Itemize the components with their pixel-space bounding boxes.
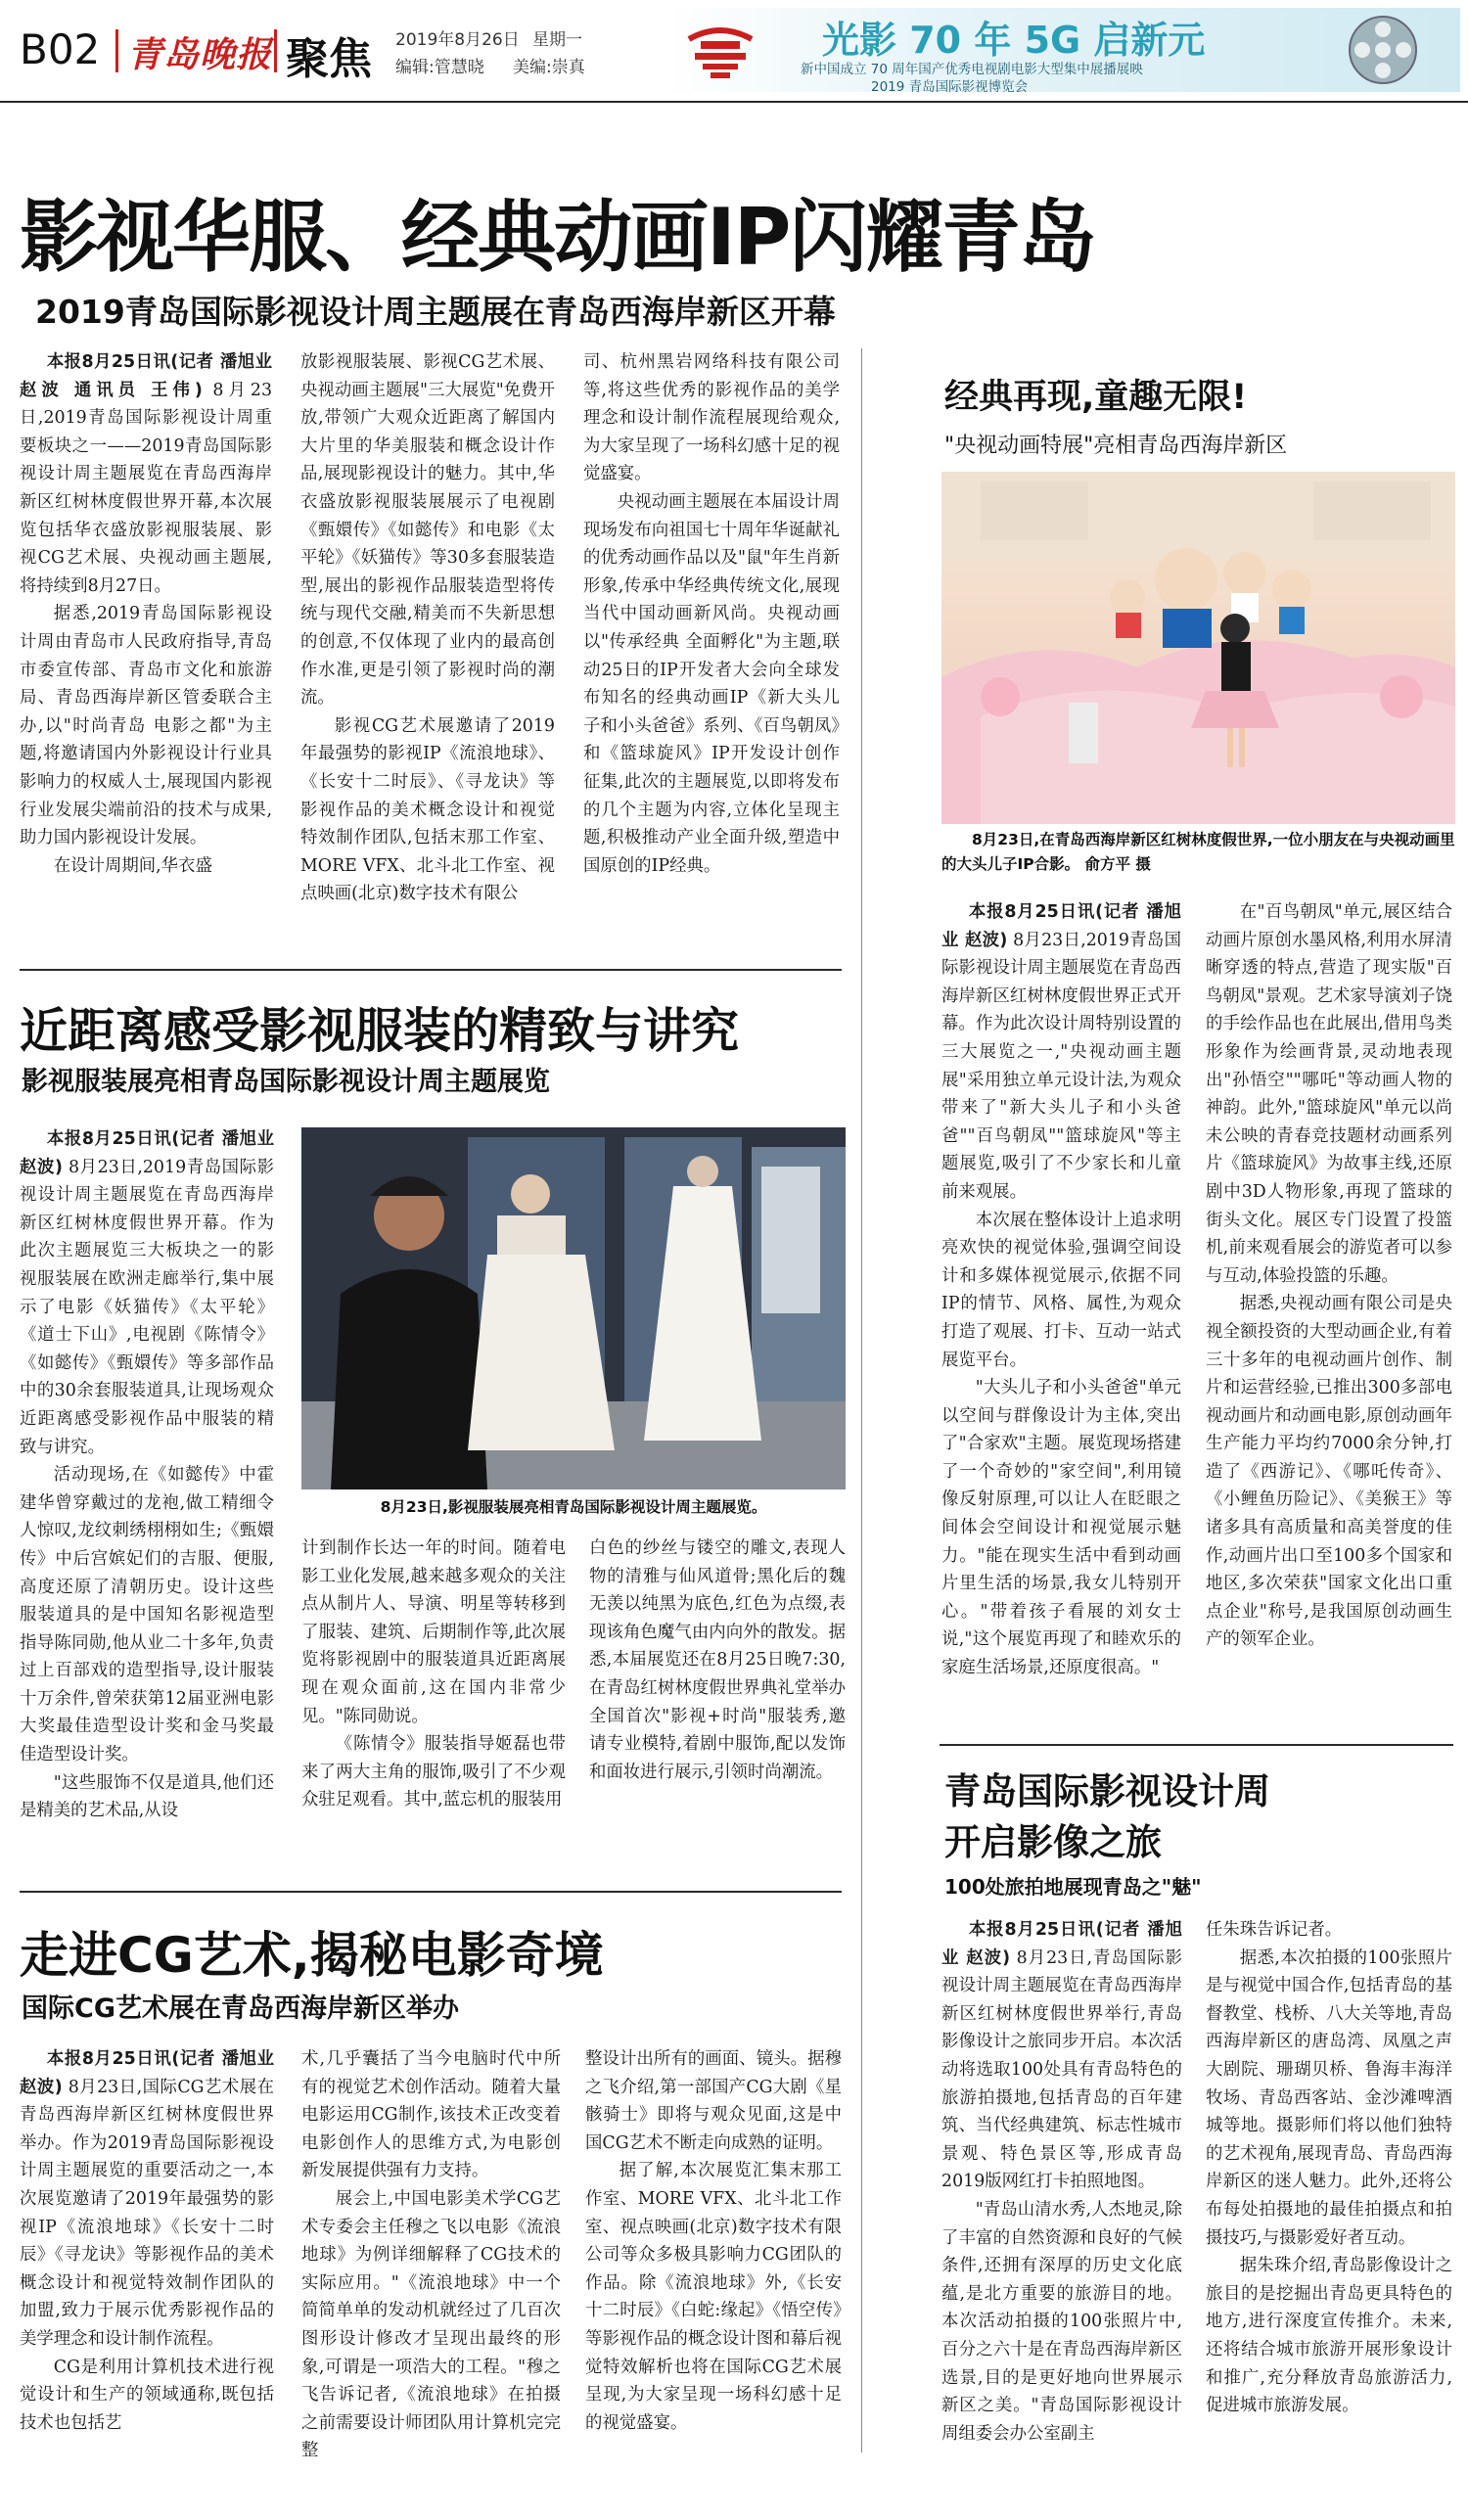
lead-paragraph: 本报8月25日讯(记者 潘旭业 赵波) 8月23日,2019青岛国际影视设计周主题展览在青岛西海岸新区红树林度假世界开幕。作为此次主题展览三大板块之一的影视服装展在欧洲走廊举行,集中展示了电影《妖猫传》《太平轮》《道士下山》,电视剧《陈情令》《如懿传》《甄嬛传》等多部作品中的30余套服装道具,让现场观众近距离感受影视作品中服装的精致与讲究。 (20, 1129, 274, 1457)
body-paragraph: 本次展在整体设计上追求明亮欢快的视觉体验,强调空间设计和多媒体视觉展示,依据不同IP的情节、风格、属性,为观众打造了观展、打卡、互动一站式展览平台。 (941, 1210, 1181, 1370)
section-rule (20, 1891, 842, 1893)
cg-subheadline: 国际CG艺术展在青岛西海岸新区举办 (22, 1993, 459, 2024)
tour-headline-line-2: 开启影像之旅 (944, 1821, 1162, 1863)
paper-logo: 青岛晚报 (127, 34, 273, 75)
event-banner (665, 8, 1460, 95)
cg-headline: 走进CG艺术,揭秘电影奇境 (20, 1927, 604, 1984)
lead-subheadline: 2019青岛国际影视设计周主题展在青岛西海岸新区开幕 (35, 293, 836, 331)
costume-column-2 (301, 1535, 566, 1848)
tour-column-1 (941, 1916, 1182, 2503)
costume-photo-caption: 8月23日,影视服装展亮相青岛国际影视设计周主题展览。 (380, 1498, 767, 1516)
issue-date: 2019年8月26日 (395, 30, 520, 50)
lead-paragraph: 本报8月25日讯(记者 潘旭业 赵波) 8月23日,国际CG艺术展在青岛西海岸新区红树林度假世界举办。作为2019青岛国际影视设计周主题展览的重要活动之一,本次展览邀请了2019年最强势的影视IP《流浪地球》《长安十二时辰》《寻龙诀》等影视作品的美术概念设计和视觉特效制作团队的加盟,致力于展示优秀影视作品的美学理念和设计制作流程。 (20, 2049, 274, 2349)
anime-column-2 (1206, 898, 1452, 1838)
lead-column-1 (20, 348, 272, 936)
anime-subheadline: "央视动画特展"亮相青岛西海岸新区 (944, 434, 1288, 458)
banner-title: 光影 70 年 5G 启新元 (822, 19, 1206, 62)
lead-column-2 (300, 348, 555, 936)
lead-paragraph: 本报8月25日讯(记者 潘旭业 赵波 通讯员 王伟) 8月23日,2019青岛国际影视设计周重要板块之一——2019青岛国际影视设计周主题展览在青岛西海岸新区红树林度假世界开幕,本次展览包括华衣盛放影视服装展、影视CG艺术展、央视动画主题展,将持续到8月27日。 (20, 352, 272, 596)
designer-credit: 美编:崇真 (513, 58, 585, 77)
body-paragraph: 据悉,央视动画有限公司是央视全额投资的大型动画企业,有着三十多年的电视动画片创作、制片和运营经验,已推出300多部电视动画片和动画电影,原创动画年生产能力平均约7000余分钟,打造了《西游记》、《哪吒传奇》、《小鲤鱼历险记》、《美猴王》等诸多具有高质量和高美誉度的佳作,动画片出口至100多个国家和地区,多次荣获"国家文化出口重点企业"称号,是我国原创动画生产的领军企业。 (1206, 1294, 1452, 1650)
cg-column-2 (301, 2045, 561, 2505)
cg-column-3 (585, 2045, 842, 2505)
anime-headline: 经典再现,童趣无限! (944, 378, 1248, 417)
tour-column-2 (1206, 1916, 1452, 2503)
body-paragraph: "青岛山清水秀,人杰地灵,除了丰富的自然资源和良好的气候条件,还拥有深厚的历史文化底蕴,是北方重要的旅游目的地。本次活动拍摄的100张照片中,百分之六十是在青岛西海岸新区选景,目的是更好地向世界展示新区之美。"青岛国际影视设计周组委会办公室副主 (941, 2199, 1182, 2444)
costume-exhibit-photo (301, 1127, 846, 1489)
section-rule (20, 969, 842, 971)
anime-column-1 (941, 898, 1181, 1838)
byline: 本报8月25日讯(记者 潘旭业 赵波) (20, 2049, 274, 2097)
red-lantern-icon (681, 20, 759, 82)
editor-credit: 编辑:管慧晓 (395, 58, 484, 77)
masthead (0, 0, 1468, 98)
body-paragraph: 影视CG艺术展邀请了2019年最强势的影视IP《流浪地球》、《长安十二时辰》、《寻龙诀》等影视作品的美术概念设计和视觉特效制作团队,包括末那工作室、MORE VFX、北斗北工作室、视点映画(北京)数字技术有限公 (300, 715, 555, 904)
body-paragraph: 《陈情令》服装指导姬磊也带来了两大主角的服饰,吸引了不少观众驻足观看。其中,蓝忘机的服装用 (301, 1734, 566, 1810)
body-paragraph: 据悉,本次拍摄的100张照片是与视觉中国合作,包括青岛的基督教堂、栈桥、八大关等地,青岛西海岸新区的唐岛湾、凤凰之声大剧院、珊瑚贝桥、鲁海丰海洋牧场、青岛西客站、金沙滩啤酒城等地。摄影师们将以他们独特的艺术视角,展现青岛、青岛西海岸新区的迷人魅力。此外,还将公布每处拍摄地的最佳拍摄点和拍摄技巧,与摄影爱好者互动。 (1206, 1947, 1452, 2248)
tour-headline-line-1: 青岛国际影视设计周 (944, 1770, 1270, 1812)
costume-headline: 近距离感受影视服装的精致与讲究 (20, 1003, 740, 1059)
lead-paragraph: 本报8月25日讯(记者 潘旭业 赵波) 8月23日,2019青岛国际影视设计周主题展览在青岛西海岸新区红树林度假世界正式开幕。作为此次设计周特别设置的三大展览之一,"央视动画主题展"采用独立单元设计法,为观众带来了"新大头儿子和小头爸爸""百鸟朝凤""篮球旋风"等主题展览,吸引了不少家长和儿童前来观展。 (941, 902, 1181, 1202)
body-paragraph: 术,几乎囊括了当今电脑时代中所有的视觉艺术创作活动。随着大量电影运用CG制作,该技术正改变着电影创作人的思维方式,为电影创新发展提供强有力支持。 (301, 2049, 561, 2181)
body-paragraph: 司、杭州黑岩网络科技有限公司等,将这些优秀的影视作品的美学理念和设计制作流程展现给观众,为大家呈现了一场科幻感十足的视觉盛宴。 (583, 352, 840, 484)
lead-paragraph: 本报8月25日讯(记者 潘旭业 赵波) 8月23日,青岛国际影视设计周主题展览在青岛西海岸新区红树林度假世界举行,青岛影像设计之旅同步开启。本次活动将选取100处具有青岛特色的旅游拍摄地,包括青岛的百年建筑、当代经典建筑、标志性城市景观、特色景区等,形成青岛2019版网红打卡拍照地图。 (941, 1920, 1182, 2192)
costume-column-1 (20, 1125, 274, 1850)
byline: 本报8月25日讯(记者 潘旭业 赵波) (20, 1129, 274, 1177)
body-paragraph: 据朱珠介绍,青岛影像设计之旅目的是挖掘出青岛更具特色的地方,进行深度宣传推介。未来,还将结合城市旅游开展形象设计和推广,充分释放青岛旅游活力,促进城市旅游发展。 (1206, 2256, 1452, 2416)
body-paragraph: CG是利用计算机技术进行视觉设计和生产的领域通称,既包括技术也包括艺 (20, 2357, 274, 2433)
anime-photo-caption: 8月23日,在青岛西海岸新区红树林度假世界,一位小朋友在与央视动画里的大头儿子IP合影。 俞方平 摄 (941, 831, 1455, 873)
issue-weekday: 星期一 (532, 30, 582, 50)
byline: 本报8月25日讯(记者 潘旭业 赵波) (941, 902, 1181, 950)
anime-exhibit-photo (941, 472, 1455, 824)
body-paragraph: 放影视服装展、影视CG艺术展、央视动画主题展"三大展览"免费开放,带领广大观众近距离了解国内大片里的华美服装和概念设计作品,展现影视设计的魅力。其中,华衣盛放影视服装展展示了电视剧《甄嬛传》《如懿传》和电影《太平轮》《妖猫传》等30多套服装造型,展出的影视作品服装造型将传统与现代交融,精美而不失新思想的创意,不仅体现了业内的最高创作水准,更是引领了影视时尚的潮流。 (300, 352, 555, 709)
banner-line-1: 新中国成立 70 周年国产优秀电视剧电影大型集中展播展映 (801, 62, 1143, 77)
film-reel-icon (1347, 14, 1419, 86)
masthead-rule (0, 101, 1468, 103)
section-name: 聚焦 (286, 34, 372, 84)
body-paragraph: 在设计周期间,华衣盛 (53, 855, 212, 876)
body-paragraph: 活动现场,在《如懿传》中霍建华曾穿戴过的龙袍,做工精细令人惊叹,龙纹刺绣栩栩如生;《甄嬛传》中后宫嫔妃们的吉服、便服,高度还原了清朝历史。设计这些服装道具的是中国知名影视造型指导陈同勋,他从业二十多年,负责过上百部戏的造型指导,设计服装十万余件,曾荣获第12届亚洲电影大奖最佳造型设计奖和金马奖最佳造型设计奖。 (20, 1465, 274, 1765)
section-rule (940, 1744, 1453, 1746)
body-paragraph: "这些服饰不仅是道具,他们还是精美的艺术品,从设 (20, 1772, 274, 1821)
body-paragraph: 整设计出所有的画面、镜头。据穆之飞介绍,第一部国产CG大剧《星骸骑士》即将与观众见面,这是中国CG艺术不断走向成熟的证明。 (585, 2049, 842, 2153)
page-number: B02 (20, 25, 101, 73)
body-paragraph: 白色的纱丝与镂空的雕文,表现人物的清雅与仙风道骨;黑化后的魏无羡以纯黑为底色,红色为点缀,表现该角色魔气由内向外的散发。据悉,本届展览还在8月25日晚7:30,在青岛红树林度假世界典礼堂举办全国首次"影视+时尚"服装秀,邀请专业模特,着剧中服饰,配以发饰和面妆进行展示,引领时尚潮流。 (589, 1538, 846, 1782)
divider-bar (115, 29, 118, 72)
divider-bar (274, 29, 277, 72)
tour-subheadline: 100处旅拍地展现青岛之"魅" (944, 1875, 1202, 1899)
byline: 本报8月25日讯(记者 潘旭业 赵波) (941, 1920, 1182, 1968)
byline: 本报8月25日讯(记者 潘旭业 赵波 通讯员 王伟) (20, 352, 272, 400)
body-paragraph: 据了解,本次展览汇集末那工作室、MORE VFX、北斗北工作室、视点映画(北京)数字技术有限公司等众多极具影响力CG团队的作品。除《流浪地球》外,《长安十二时辰》《白蛇:缘起》《悟空传》等影视作品的概念设计图和幕后视觉特效解析也将在国际CG艺术展呈现,为大家呈现一场科幻感十足的视觉盛宴。 (585, 2161, 842, 2433)
banner-line-2: 2019 青岛国际影视博览会 (871, 79, 1029, 95)
lead-headline: 影视华服、经典动画IP闪耀青岛 (20, 192, 1095, 283)
costume-subheadline: 影视服装展亮相青岛国际影视设计周主题展览 (22, 1067, 550, 1097)
lead-column-3 (583, 348, 840, 936)
body-paragraph: 央视动画主题展在本届设计周现场发布向祖国七十周年华诞献礼的优秀动画作品以及"鼠"年生肖新形象,传承中华经典传统文化,展现当代中国动画新风尚。央视动画以"传承经典 全面孵化"为主题,联动25日的IP开发者大会向全球发布知名的经典动画IP《新大头儿子和小头爸爸》系列、《百鸟朝凤》和《篮球旋风》IP开发设计创作征集,此次的主题展览,以即将发布的几个主题为内容,立体化呈现主题,积极推动产业全面升级,塑造中国原创的IP经典。 (583, 491, 840, 876)
body-paragraph: 在"百鸟朝凤"单元,展区结合动画片原创水墨风格,利用水屏清晰穿透的特点,营造了现实版"百鸟朝凤"景观。艺术家导演刘子饶的手绘作品也在此展出,借用鸟类形象作为绘画背景,灵动地表现出"孙悟空""哪吒"等动画人物的神韵。此外,"篮球旋风"单元以尚未公映的青春竞技题材动画系列片《篮球旋风》为故事主线,还原剧中3D人物形象,再现了篮球的街头文化。展区专门设置了投篮机,前来观看展会的游览者可以参与互动,体验投篮的乐趣。 (1206, 902, 1452, 1286)
body-paragraph: 展会上,中国电影美术学CG艺术专委会主任穆之飞以电影《流浪地球》为例详细解释了CG技术的实际应用。"《流浪地球》中一个简简单单的发动机就经过了几百次图形设计修改才呈现出最终的形象,可谓是一项浩大的工程。"穆之飞告诉记者,《流浪地球》在拍摄之前需要设计师团队用计算机完完整 (301, 2188, 561, 2461)
body-paragraph: 计到制作长达一年的时间。随着电影工业化发展,越来越多观众的关注点从制片人、导演、明星等转移到了服装、建筑、后期制作等,此次展览将影视剧中的服装道具近距离展现在观众面前,这在国内非常少见。"陈同勋说。 (301, 1538, 566, 1726)
body-paragraph: "大头儿子和小头爸爸"单元以空间与群像设计为主体,突出了"合家欢"主题。展览现场搭建了一个奇妙的"家空间",利用镜像反射原理,可以让人在眨眼之间体会空间设计和视觉展示魅力。"能在现实生活中看到动画片里生活的场景,我女儿特别开心。"带着孩子看展的刘女士说,"这个展览再现了和睦欢乐的家庭生活场景,还原度很高。" (941, 1378, 1181, 1678)
cg-column-1 (20, 2045, 274, 2505)
column-divider (861, 348, 862, 2452)
body-paragraph: 据悉,2019青岛国际影视设计周由青岛市人民政府指导,青岛市委宣传部、青岛市文化和旅游局、青岛西海岸新区管委联合主办,以"时尚青岛 电影之都"为主题,将邀请国内外影视设计行业具影响力的权威人士,展现国内影视行业发展尖端前沿的技术与成果,助力国内影视设计发展。 (20, 604, 272, 848)
body-paragraph: 任朱珠告诉记者。 (1206, 1920, 1343, 1940)
costume-column-3 (589, 1535, 846, 1848)
